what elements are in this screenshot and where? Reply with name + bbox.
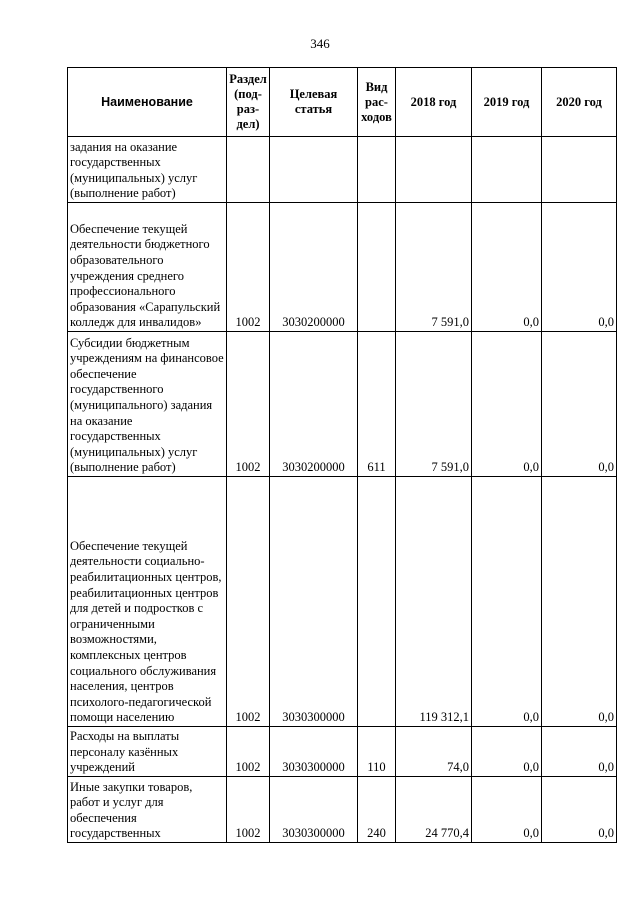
table-row: [68, 477, 617, 727]
row-2020: 0,0: [542, 477, 617, 727]
row-section: 1002: [227, 477, 270, 727]
header-2019: 2019 год: [472, 68, 542, 137]
budget-table: [67, 67, 617, 843]
row-2018: 74,0: [396, 727, 472, 777]
header-2018: 2018 год: [396, 68, 472, 137]
row-2020: 0,0: [542, 203, 617, 332]
row-target-code: 3030300000: [270, 727, 358, 777]
row-section: 1002: [227, 777, 270, 843]
row-2019: [472, 137, 542, 203]
row-2018: [396, 137, 472, 203]
row-target-code: 3030300000: [270, 477, 358, 727]
table-row: [68, 137, 617, 203]
row-2020: 0,0: [542, 777, 617, 843]
header-2020: 2020 год: [542, 68, 617, 137]
row-target-code: [270, 137, 358, 203]
row-expense-type: 110: [358, 727, 396, 777]
row-2018: 24 770,4: [396, 777, 472, 843]
header-type: Вид рас-ходов: [358, 68, 396, 137]
row-expense-type: [358, 137, 396, 203]
row-target-code: 3030200000: [270, 332, 358, 477]
row-2019: 0,0: [472, 777, 542, 843]
table-row: [68, 332, 617, 477]
row-name: Обеспечение текущей деятельности социально-реабилитационных центров, реабилитационных центров для детей и подростков с ограниченными возможностями, комплексных центров социального обслуживания населения, центров психолого-педагогической помощи населению: [68, 477, 227, 727]
row-2020: [542, 137, 617, 203]
row-name: Субсидии бюджетным учреждениям на финансовое обеспечение государственного (муниципального) задания на оказание государственных (муниципальных) услуг (выполнение работ): [68, 332, 227, 477]
row-2018: 7 591,0: [396, 203, 472, 332]
row-2020: 0,0: [542, 332, 617, 477]
row-2019: 0,0: [472, 332, 542, 477]
row-name: Обеспечение текущей деятельности бюджетного образовательного учреждения среднего профессионального образования «Сарапульский колледж для инвалидов»: [68, 203, 227, 332]
row-section: 1002: [227, 727, 270, 777]
row-section: 1002: [227, 203, 270, 332]
row-name: Иные закупки товаров, работ и услуг для обеспечения государственных: [68, 777, 227, 843]
table-row: [68, 727, 617, 777]
row-name: Расходы на выплаты персоналу казённых учреждений: [68, 727, 227, 777]
row-2020: 0,0: [542, 727, 617, 777]
page-number: 346: [310, 36, 330, 51]
row-2018: 119 312,1: [396, 477, 472, 727]
table-row: [68, 203, 617, 332]
row-2019: 0,0: [472, 203, 542, 332]
table-row: [68, 777, 617, 843]
row-target-code: 3030200000: [270, 203, 358, 332]
row-expense-type: 240: [358, 777, 396, 843]
row-expense-type: [358, 203, 396, 332]
row-expense-type: 611: [358, 332, 396, 477]
row-target-code: 3030300000: [270, 777, 358, 843]
row-2019: 0,0: [472, 727, 542, 777]
header-target: Целевая статья: [270, 68, 358, 137]
row-2018: 7 591,0: [396, 332, 472, 477]
header-section: Раздел (под-раз-дел): [227, 68, 270, 137]
row-name: задания на оказание государственных (муниципальных) услуг (выполнение работ): [68, 137, 227, 203]
header-name: Наименование: [68, 68, 227, 137]
row-expense-type: [358, 477, 396, 727]
row-2019: 0,0: [472, 477, 542, 727]
row-section: [227, 137, 270, 203]
table-header-row: [68, 68, 617, 137]
row-section: 1002: [227, 332, 270, 477]
